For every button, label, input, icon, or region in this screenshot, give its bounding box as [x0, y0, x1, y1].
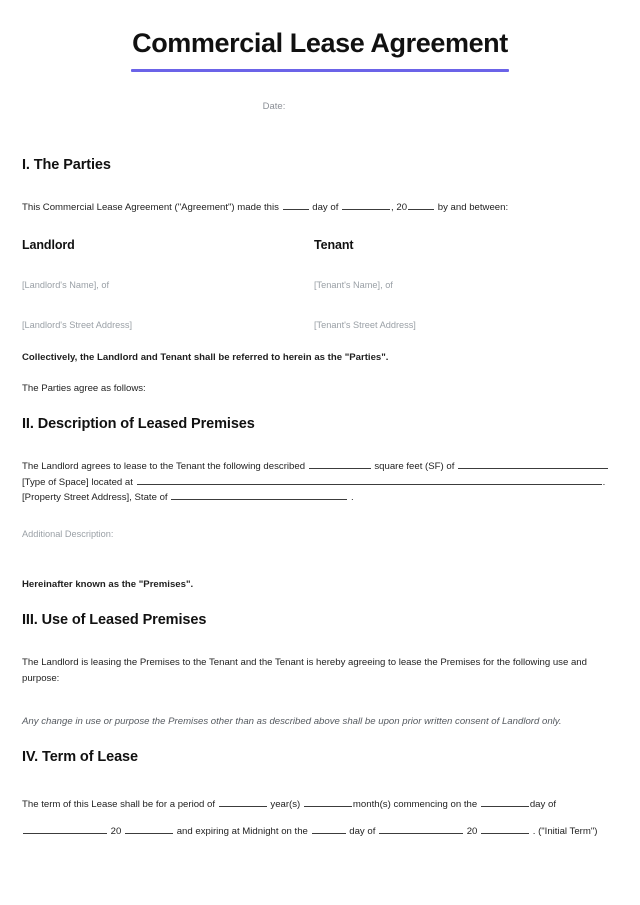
section-2-body [22, 459, 618, 506]
premises-text-6: . [350, 492, 354, 503]
term-line-1 [22, 797, 618, 813]
section-4-heading-wrap [22, 748, 618, 767]
section-heading-term: IV. Term of Lease [22, 749, 138, 765]
term-text-1: The term of this Lease shall be for a period of [22, 799, 216, 810]
term-text-9: . ("Initial Term") [532, 826, 598, 837]
date-label: Date: [262, 101, 286, 112]
blank-month[interactable] [342, 200, 390, 210]
section-3-note-wrap [22, 714, 618, 730]
landlord-heading: Landlord [22, 238, 75, 252]
page-title: Commercial Lease Agreement [132, 28, 508, 58]
section-heading-parties: I. The Parties [22, 157, 111, 173]
section-3-body [22, 655, 618, 686]
blank-square-feet[interactable] [309, 459, 371, 469]
section-1-intro [22, 200, 618, 216]
term-text-8: 20 [466, 826, 478, 837]
section-1-heading-wrap [22, 156, 618, 175]
blank-term-months[interactable] [304, 797, 352, 807]
tenant-name-placeholder[interactable]: [Tenant's Name], of [314, 280, 393, 290]
use-change-note: Any change in use or purpose the Premises other than as described above shall be upon prior written consent of Landlord only. [22, 716, 562, 727]
term-text-3: month(s) commencing on the [352, 799, 478, 810]
collectively-paragraph: Collectively, the Landlord and Tenant shall be referred to herein as the "Parties". [22, 352, 389, 363]
tenant-address-placeholder[interactable]: [Tenant's Street Address] [314, 320, 416, 330]
premises-text-5: [Property Street Address], State of [22, 492, 168, 503]
premises-text-3: [Type of Space] located at [22, 476, 133, 488]
blank-space-type-1[interactable] [458, 459, 608, 469]
premises-text-2: square feet (SF) of [374, 461, 455, 472]
blank-expire-day[interactable] [312, 824, 346, 834]
term-text-2: year(s) [270, 799, 301, 810]
blank-state[interactable] [171, 490, 347, 500]
premises-description-paragraph [22, 459, 618, 506]
additional-description-label[interactable]: Additional Description: [22, 529, 114, 539]
term-text-5: 20 [110, 826, 122, 837]
blank-year[interactable] [408, 200, 434, 210]
term-text-7: day of [349, 826, 376, 837]
premises-text-4: . [602, 476, 606, 488]
landlord-name-placeholder[interactable]: [Landlord's Name], of [22, 280, 110, 290]
parties-intro-text-4: by and between: [437, 202, 509, 213]
blank-term-years[interactable] [219, 797, 267, 807]
term-line-2 [22, 824, 618, 840]
hereinafter-paragraph: Hereinafter known as the "Premises". [22, 579, 194, 590]
premises-text-1: The Landlord agrees to lease to the Tenant the following described [22, 461, 306, 472]
term-paragraph-line-2 [22, 824, 618, 840]
blank-commence-day[interactable] [481, 797, 529, 807]
title-underline-rule [131, 69, 509, 72]
blank-located-at[interactable] [137, 475, 602, 485]
section-heading-use: III. Use of Leased Premises [22, 612, 207, 628]
landlord-address-placeholder[interactable]: [Landlord's Street Address] [22, 320, 133, 330]
tenant-heading: Tenant [314, 238, 354, 252]
term-text-6: and expiring at Midnight on the [176, 826, 308, 837]
parties-intro-paragraph [22, 200, 618, 216]
parties-agree-paragraph: The Parties agree as follows: [22, 383, 146, 394]
parties-intro-text-1: This Commercial Lease Agreement ("Agreement") made this [22, 202, 279, 213]
use-of-premises-paragraph: The Landlord is leasing the Premises to the Tenant and the Tenant is hereby agreeing to lease the Premises for the following use and purpose: [22, 657, 587, 684]
term-paragraph-line-1 [22, 797, 618, 813]
section-2-heading-wrap [22, 415, 618, 434]
additional-description-wrap [22, 528, 618, 541]
blank-expire-month[interactable] [379, 824, 463, 834]
blank-expire-year[interactable] [481, 824, 529, 834]
parties-intro-text-2: day of [312, 202, 339, 213]
blank-commence-month[interactable] [23, 824, 107, 834]
section-heading-description: II. Description of Leased Premises [22, 416, 255, 432]
parties-intro-text-3: , 20 [391, 202, 408, 213]
blank-commence-year[interactable] [125, 824, 173, 834]
blank-day-number[interactable] [283, 200, 309, 210]
section-3-heading-wrap [22, 611, 618, 630]
collectively-wrap [22, 350, 618, 366]
term-text-4: day of [529, 799, 556, 810]
agree-wrap [22, 381, 618, 397]
hereinafter-wrap [22, 577, 618, 593]
